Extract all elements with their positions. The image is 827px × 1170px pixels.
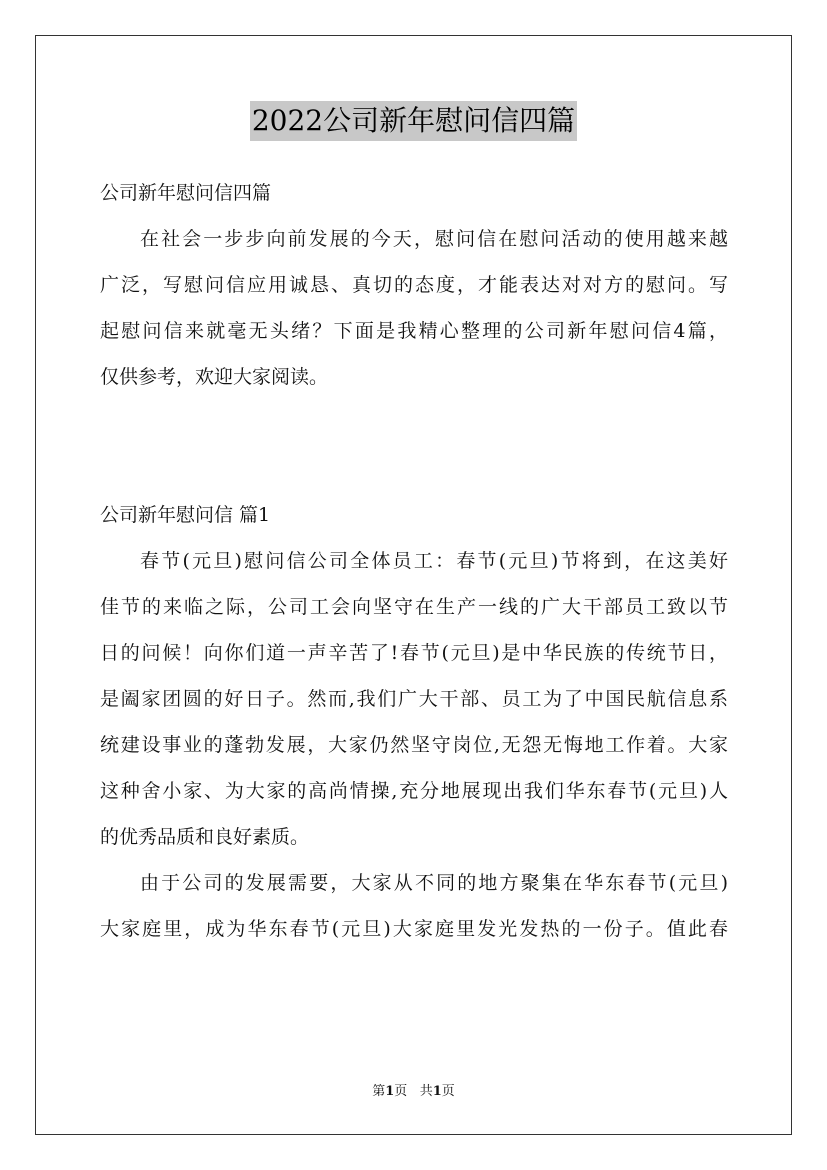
title-wrap (0, 101, 827, 141)
page-number: 1 (385, 1084, 395, 1099)
paragraph-line: 大家庭里，成为华东春节(元旦)大家庭里发光发热的一份子。值此春 (100, 918, 728, 940)
paragraph-line: 日的问候！向你们道一声辛苦了!春节(元旦)是中华民族的传统节日， (100, 642, 728, 664)
total-pages: 1 (432, 1084, 442, 1099)
section-heading: 公司新年慰问信 篇1 (100, 504, 271, 526)
document-body (100, 170, 728, 952)
paragraph-line: 由于公司的发展需要，大家从不同的地方聚集在华东春节(元旦) (140, 872, 728, 894)
document-title: 2022公司新年慰问信四篇 (250, 101, 577, 141)
document-subtitle: 公司新年慰问信四篇 (100, 182, 272, 204)
section-gap (100, 400, 728, 492)
page-prefix: 第 (372, 1084, 386, 1099)
page-footer (0, 1083, 827, 1101)
section1-paragraph-1 (100, 538, 728, 860)
intro-line: 仅供参考，欢迎大家阅读。 (100, 366, 329, 388)
total-prefix: 共 (419, 1084, 433, 1099)
intro-line: 广泛，写慰问信应用诚恳、真切的态度，才能表达对对方的慰问。写 (100, 274, 728, 296)
section1-paragraph-2 (100, 860, 728, 952)
paragraph-line: 统建设事业的蓬勃发展，大家仍然坚守岗位,无怨无悔地工作着。大家 (100, 734, 728, 756)
intro-line: 在社会一步步向前发展的今天，慰问信在慰问活动的使用越来越 (140, 228, 728, 250)
paragraph-line: 这种舍小家、为大家的高尚情操,充分地展现出我们华东春节(元旦)人 (100, 780, 728, 802)
paragraph-line: 的优秀品质和良好素质。 (100, 826, 310, 848)
paragraph-line: 是阖家团圆的好日子。然而,我们广大干部、员工为了中国民航信息系 (100, 688, 728, 710)
paragraph-line: 春节(元旦)慰问信公司全体员工：春节(元旦)节将到，在这美好 (140, 550, 728, 572)
paragraph-line: 佳节的来临之际，公司工会向坚守在生产一线的广大干部员工致以节 (100, 596, 728, 618)
intro-line: 起慰问信来就毫无头绪？下面是我精心整理的公司新年慰问信4篇， (100, 320, 728, 342)
page-suffix: 页 (394, 1084, 408, 1099)
intro-paragraph (100, 216, 728, 400)
total-suffix: 页 (441, 1084, 455, 1099)
